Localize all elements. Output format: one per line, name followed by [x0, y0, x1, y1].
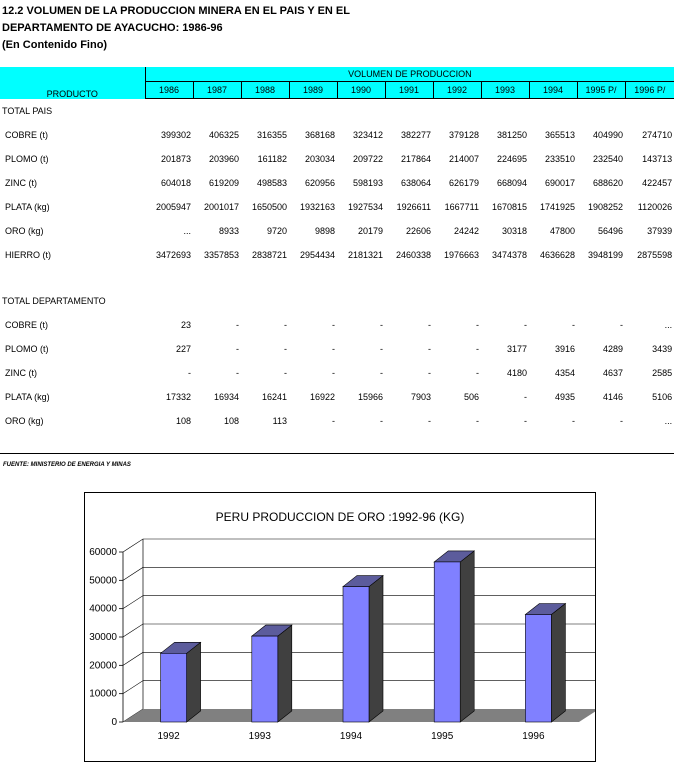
cell-value: 274710 [642, 130, 673, 140]
row-label: ZINC (t) [5, 178, 37, 188]
production-table [0, 67, 674, 433]
section-total-departamento: TOTAL DEPARTAMENTO [2, 296, 106, 306]
y-tick-label: 10000 [89, 688, 117, 700]
cell-value: 8933 [218, 226, 239, 236]
cell-value: 1650500 [251, 202, 287, 212]
cell-value: 16922 [309, 392, 335, 402]
cell-value: 3474378 [491, 250, 527, 260]
row-label: PLATA (kg) [5, 392, 50, 402]
cell-value: 161182 [257, 154, 287, 164]
cell-value: 209722 [352, 154, 383, 164]
cell-value: - [428, 416, 431, 426]
cell-value: 16934 [213, 392, 239, 402]
cell-value: 17332 [165, 392, 191, 402]
cell-value: 9898 [314, 226, 335, 236]
year-header: 1993 [481, 82, 529, 99]
y-tick-label: 60000 [89, 547, 117, 558]
cell-value: 108 [175, 416, 191, 426]
gridline [123, 539, 595, 552]
cell-value: 619209 [208, 178, 239, 188]
bar-side [460, 551, 474, 722]
cell-value: 203960 [208, 154, 239, 164]
cell-value: ... [664, 416, 673, 426]
row-label: PLATA (kg) [5, 202, 50, 212]
year-header: 1992 [433, 82, 481, 99]
cell-value: 24242 [453, 226, 479, 236]
cell-value: 399302 [160, 130, 191, 140]
y-tick-label: 40000 [89, 603, 117, 615]
x-tick-label: 1993 [248, 731, 271, 742]
section-total-pais: TOTAL PAIS [2, 106, 53, 116]
cell-value: 1120026 [637, 202, 673, 212]
cell-value: 3439 [652, 344, 673, 354]
cell-value: - [524, 416, 527, 426]
section-row [0, 289, 674, 313]
cell-value: 1667711 [444, 202, 479, 212]
cell-value: 2181321 [347, 250, 383, 260]
cell-value: 498583 [256, 178, 287, 188]
y-tick-label: 30000 [89, 632, 117, 643]
bar [434, 562, 460, 722]
cell-value: - [284, 368, 287, 378]
year-header: 1988 [241, 82, 289, 99]
cell-value: - [428, 368, 431, 378]
cell-value: 3472693 [155, 250, 191, 260]
row-label: ORO (kg) [5, 416, 44, 426]
x-tick-label: 1995 [431, 731, 454, 742]
cell-value: 379128 [448, 130, 479, 140]
pais-row [0, 219, 674, 243]
cell-value: - [188, 368, 191, 378]
cell-value: - [476, 368, 479, 378]
cell-value: 1741925 [539, 202, 575, 212]
cell-value: - [236, 368, 239, 378]
cell-value: 3177 [506, 344, 527, 354]
bar [343, 587, 369, 722]
cell-value: 382277 [400, 130, 431, 140]
chart-title: PERU PRODUCCION DE ORO :1992-96 (KG) [215, 510, 465, 524]
cell-value: 37939 [647, 226, 673, 236]
pais-row [0, 243, 674, 267]
cell-value: 598193 [352, 178, 383, 188]
cell-value: 668094 [496, 178, 527, 188]
year-header: 1996 P/ [625, 82, 674, 99]
cell-value: 365513 [544, 130, 575, 140]
row-label: COBRE (t) [5, 320, 49, 330]
cell-value: 4637 [602, 368, 623, 378]
product-header: PRODUCTO [0, 67, 145, 99]
cell-value: ... [664, 320, 673, 330]
cell-value: 201873 [160, 154, 191, 164]
row-label: PLOMO (t) [5, 154, 49, 164]
cell-value: - [524, 320, 527, 330]
departamento-row [0, 337, 674, 361]
cell-value: 404990 [592, 130, 623, 140]
cell-value: 108 [223, 416, 239, 426]
row-label: HIERRO (t) [5, 250, 51, 260]
cell-value: 316355 [256, 130, 287, 140]
cell-value: 143713 [642, 154, 673, 164]
cell-value: 368168 [304, 130, 335, 140]
cell-value: 4935 [554, 392, 575, 402]
cell-value: 23 [180, 320, 191, 330]
cell-value: - [236, 320, 239, 330]
y-tick-label: 50000 [89, 575, 117, 587]
cell-value: - [332, 368, 335, 378]
cell-value: 2954434 [299, 250, 335, 260]
cell-value: 203034 [304, 154, 335, 164]
cell-value: 381250 [496, 130, 527, 140]
document-title [2, 3, 350, 54]
cell-value: 2585 [652, 368, 673, 378]
cell-value: 688620 [592, 178, 623, 188]
pais-rows [0, 123, 674, 267]
cell-value: 638064 [400, 178, 431, 188]
header-row-1 [0, 67, 674, 82]
cell-value: 406325 [208, 130, 239, 140]
year-header: 1986 [145, 82, 193, 99]
cell-value: 232540 [592, 154, 623, 164]
cell-value: 20179 [357, 226, 383, 236]
departamento-rows [0, 313, 674, 433]
cell-value: - [332, 320, 335, 330]
year-header: 1990 [337, 82, 385, 99]
source-note: FUENTE: MINISTERIO DE ENERGIA Y MINAS [3, 462, 131, 468]
cell-value: 604018 [160, 178, 191, 188]
cell-value: 2005947 [155, 202, 191, 212]
row-label: ZINC (t) [5, 368, 37, 378]
cell-value: - [380, 320, 383, 330]
cell-value: 4354 [554, 368, 575, 378]
cell-value: - [332, 344, 335, 354]
cell-value: 113 [272, 416, 287, 426]
title-line-1: 12.2 VOLUMEN DE LA PRODUCCION MINERA EN EL PAIS Y EN EL [2, 5, 350, 17]
cell-value: 22606 [405, 226, 431, 236]
cell-value: 56496 [597, 226, 623, 236]
bar [252, 636, 278, 722]
pais-row [0, 123, 674, 147]
cell-value: 1908252 [587, 202, 623, 212]
cell-value: 3948199 [587, 250, 623, 260]
cell-value: 4289 [602, 344, 623, 354]
cell-value: 227 [175, 344, 191, 354]
chart-canvas [85, 493, 595, 761]
y-tick-label: 20000 [89, 660, 117, 672]
row-label: PLOMO (t) [5, 344, 49, 354]
cell-value: - [476, 416, 479, 426]
departamento-row [0, 385, 674, 409]
cell-value: ... [183, 226, 191, 236]
cell-value: - [476, 344, 479, 354]
bar-side [369, 576, 383, 722]
year-header: 1994 [529, 82, 577, 99]
cell-value: - [428, 344, 431, 354]
departamento-row [0, 409, 674, 433]
year-header: 1987 [193, 82, 241, 99]
cell-value: 4180 [506, 368, 527, 378]
row-label: ORO (kg) [5, 226, 44, 236]
cell-value: 620956 [304, 178, 335, 188]
spacer-row [0, 267, 674, 289]
bar-side [187, 642, 201, 722]
cell-value: - [332, 416, 335, 426]
cell-value: 30318 [501, 226, 527, 236]
cell-value: 2460338 [395, 250, 431, 260]
cell-value: - [572, 416, 575, 426]
gold-production-chart [84, 492, 596, 762]
cell-value: 1926611 [396, 202, 431, 212]
cell-value: - [524, 392, 527, 402]
cell-value: 47800 [549, 226, 575, 236]
cell-value: 1927534 [347, 202, 383, 212]
cell-value: 4636628 [539, 250, 575, 260]
cell-value: 214007 [448, 154, 479, 164]
cell-value: - [284, 320, 287, 330]
cell-value: 9720 [266, 226, 287, 236]
cell-value: 1976663 [443, 250, 479, 260]
cell-value: 506 [463, 392, 479, 402]
x-tick-label: 1992 [157, 731, 180, 742]
cell-value: 224695 [496, 154, 527, 164]
departamento-row [0, 313, 674, 337]
bar [161, 653, 187, 722]
x-tick-label: 1994 [339, 731, 363, 742]
cell-value: - [380, 344, 383, 354]
bar-side [278, 625, 292, 722]
cell-value: 422457 [642, 178, 673, 188]
cell-value: 3916 [554, 344, 575, 354]
cell-value: 3357853 [203, 250, 239, 260]
cell-value: 217864 [400, 154, 431, 164]
pais-row [0, 147, 674, 171]
source-divider [0, 453, 674, 454]
volume-header: VOLUMEN DE PRODUCCION [145, 67, 674, 82]
cell-value: 626179 [448, 178, 479, 188]
cell-value: - [236, 344, 239, 354]
cell-value: 690017 [544, 178, 575, 188]
pais-row [0, 171, 674, 195]
departamento-row [0, 361, 674, 385]
cell-value: 4146 [602, 392, 623, 402]
cell-value: 1932163 [299, 202, 335, 212]
year-header: 1991 [385, 82, 433, 99]
bar [525, 615, 551, 722]
year-header: 1995 P/ [577, 82, 625, 99]
cell-value: 2001017 [203, 202, 239, 212]
cell-value: 323412 [352, 130, 383, 140]
cell-value: - [380, 416, 383, 426]
title-line-3: (En Contenido Fino) [2, 39, 108, 51]
cell-value: - [284, 344, 287, 354]
y-tick-label: 0 [111, 717, 117, 728]
cell-value: 2838721 [251, 250, 287, 260]
pais-row [0, 195, 674, 219]
cell-value: - [428, 320, 431, 330]
x-tick-label: 1996 [522, 731, 545, 742]
cell-value: - [620, 416, 623, 426]
cell-value: 1670815 [491, 202, 527, 212]
section-row [0, 99, 674, 124]
cell-value: - [476, 320, 479, 330]
title-line-2: DEPARTAMENTO DE AYACUCHO: 1986-96 [2, 22, 223, 34]
cell-value: 233510 [544, 154, 575, 164]
cell-value: - [620, 320, 623, 330]
cell-value: - [572, 320, 575, 330]
row-label: COBRE (t) [5, 130, 49, 140]
cell-value: 16241 [261, 392, 287, 402]
bar-side [551, 604, 565, 722]
cell-value: - [380, 368, 383, 378]
cell-value: 15966 [357, 392, 383, 402]
cell-value: 2875598 [637, 250, 673, 260]
cell-value: 7903 [410, 392, 431, 402]
year-header: 1989 [289, 82, 337, 99]
cell-value: 5106 [652, 392, 673, 402]
